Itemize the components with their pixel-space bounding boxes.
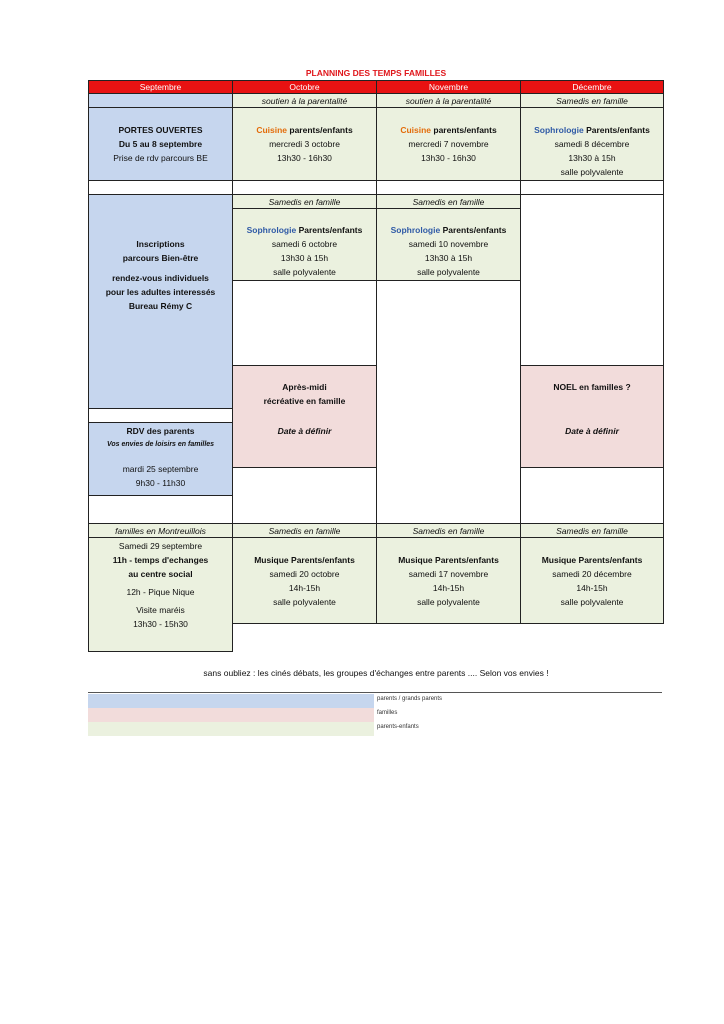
nov-sophro-place: salle polyvalente bbox=[417, 267, 480, 277]
sept-inscriptions bbox=[88, 194, 233, 409]
oct-samedis-label: Samedis en famille bbox=[232, 194, 377, 209]
nov-sophro-time: 13h30 à 15h bbox=[424, 253, 473, 263]
sept-row2 bbox=[88, 93, 233, 108]
cuisine-rest: parents/enfants bbox=[287, 125, 353, 135]
dec-sophro-date: samedi 8 décembre bbox=[554, 139, 630, 149]
dec-musique-time: 14h-15h bbox=[576, 583, 608, 593]
oct-sophro-date: samedi 6 octobre bbox=[271, 239, 338, 249]
nov-soutien-label: soutien à la parentalité bbox=[376, 93, 521, 108]
legend-swatch-green bbox=[88, 722, 374, 736]
inscriptions-title: Inscriptions bbox=[136, 239, 185, 249]
oct-musique bbox=[232, 537, 377, 624]
sept-portes-ouvertes bbox=[88, 107, 233, 181]
dec-musique-place: salle polyvalente bbox=[560, 597, 624, 607]
visite-mareis-time: 13h30 - 15h30 bbox=[133, 619, 188, 629]
page-title: PLANNING DES TEMPS FAMILLES bbox=[305, 68, 447, 78]
empty-cell bbox=[88, 180, 233, 195]
oct-musique-date: samedi 20 octobre bbox=[269, 569, 340, 579]
dec-date-a-definir: Date à définir bbox=[565, 426, 619, 436]
header-septembre: Septembre bbox=[88, 80, 233, 94]
nov-musique-place: salle polyvalente bbox=[417, 597, 480, 607]
sophro-rest: Parents/enfants bbox=[296, 225, 363, 235]
rdv-adultes: pour les adultes interessés bbox=[105, 287, 216, 297]
centre-social: au centre social bbox=[128, 569, 193, 579]
legend-swatch-blue bbox=[88, 694, 374, 708]
legend-parents-enfants bbox=[88, 722, 662, 736]
header-novembre: Novembre bbox=[376, 80, 521, 94]
visite-mareis: Visite maréis bbox=[136, 605, 185, 615]
sophro-rest: Parents/enfants bbox=[440, 225, 507, 235]
sophro-word: Sophrologie bbox=[390, 225, 441, 235]
nov-musique-time: 14h-15h bbox=[432, 583, 465, 593]
dec-sophro-place: salle polyvalente bbox=[560, 167, 624, 177]
sophro-word: Sophrologie bbox=[534, 125, 584, 135]
dec-musique-date: samedi 20 décembre bbox=[552, 569, 632, 579]
sept-familles-label: familles en Montreuillois bbox=[88, 523, 233, 538]
nov-sophro-date: samedi 10 novembre bbox=[408, 239, 489, 249]
legend-label: parents-enfants bbox=[377, 724, 419, 730]
oct-sophrologie bbox=[232, 208, 377, 281]
legend-label: parents / grands parents bbox=[377, 696, 443, 702]
footer-note: sans oubliez : les cinés débats, les groupes d'échanges entre parents .... Selon vos envies ! bbox=[203, 668, 549, 678]
empty-cell bbox=[376, 280, 521, 524]
empty-cell bbox=[520, 467, 664, 524]
empty-cell bbox=[376, 180, 521, 195]
rdv-individuels: rendez-vous individuels bbox=[112, 273, 209, 283]
oct-musique-time: 14h-15h bbox=[288, 583, 321, 593]
nov-cuisine-time: 13h30 - 16h30 bbox=[421, 153, 476, 163]
nov-cuisine bbox=[376, 107, 521, 181]
legend-divider bbox=[88, 692, 662, 693]
nov-samedis-label: Samedis en famille bbox=[376, 194, 521, 209]
legend-label: familles bbox=[377, 710, 398, 716]
noel-title: NOEL en familles ? bbox=[553, 382, 631, 392]
oct-date-a-definir: Date à définir bbox=[277, 426, 332, 436]
oct-cuisine-date: mercredi 3 octobre bbox=[269, 139, 340, 149]
sept-samedi-29 bbox=[88, 537, 233, 652]
samedi-29-date: Samedi 29 septembre bbox=[118, 541, 203, 551]
dec-samedis-label-2: Samedis en famille bbox=[520, 523, 664, 538]
empty-cell bbox=[520, 180, 664, 195]
temps-echanges: 11h - temps d'echanges bbox=[112, 555, 209, 565]
nov-musique-date: samedi 17 novembre bbox=[408, 569, 489, 579]
nov-sophrologie bbox=[376, 208, 521, 281]
oct-apres-midi bbox=[232, 365, 377, 468]
nov-samedis-label-2: Samedis en famille bbox=[376, 523, 521, 538]
portes-ouvertes-sub: Prise de rdv parcours BE bbox=[113, 153, 208, 163]
apres-midi-title: Après-midi bbox=[282, 382, 327, 392]
nov-cuisine-date: mercredi 7 novembre bbox=[408, 139, 489, 149]
cuisine-word: Cuisine bbox=[256, 125, 288, 135]
portes-ouvertes-dates: Du 5 au 8 septembre bbox=[118, 139, 203, 149]
cuisine-word: Cuisine bbox=[400, 125, 432, 135]
oct-cuisine-time: 13h30 - 16h30 bbox=[277, 153, 332, 163]
dec-samedis-label: Samedis en famille bbox=[520, 93, 664, 108]
oct-sophro-time: 13h30 à 15h bbox=[280, 253, 329, 263]
header-decembre: Décembre bbox=[520, 80, 664, 94]
musique-title: Musique Parents/enfants bbox=[541, 555, 643, 565]
rdv-parents-sub: Vos envies de loisirs en familles bbox=[106, 441, 215, 448]
empty-cell bbox=[232, 180, 377, 195]
oct-cuisine bbox=[232, 107, 377, 181]
inscriptions-sub: parcours Bien-être bbox=[122, 253, 199, 263]
rdv-parents-date: mardi 25 septembre bbox=[122, 464, 199, 474]
dec-musique bbox=[520, 537, 664, 624]
musique-title: Musique Parents/enfants bbox=[254, 555, 355, 565]
apres-midi-sub: récréative en famille bbox=[263, 396, 346, 406]
rdv-parents-time: 9h30 - 11h30 bbox=[135, 478, 186, 488]
empty-cell bbox=[88, 495, 233, 524]
oct-sophro-place: salle polyvalente bbox=[273, 267, 336, 277]
rdv-parents-title: RDV des parents bbox=[126, 426, 195, 436]
oct-musique-place: salle polyvalente bbox=[273, 597, 336, 607]
empty-cell bbox=[232, 467, 377, 524]
nov-musique bbox=[376, 537, 521, 624]
sept-rdv-parents bbox=[88, 422, 233, 496]
planning-table bbox=[88, 80, 664, 652]
rdv-bureau: Bureau Rémy C bbox=[128, 301, 193, 311]
musique-title: Musique Parents/enfants bbox=[398, 555, 499, 565]
oct-samedis-label-2: Samedis en famille bbox=[232, 523, 377, 538]
dec-sophrologie bbox=[520, 107, 664, 181]
legend-swatch-pink bbox=[88, 708, 374, 722]
header-octobre: Octobre bbox=[232, 80, 377, 94]
empty-cell bbox=[88, 408, 233, 423]
sophro-rest: Parents/enfants bbox=[583, 125, 650, 135]
dec-noel bbox=[520, 365, 664, 468]
portes-ouvertes-title: PORTES OUVERTES bbox=[118, 125, 203, 135]
legend-parents-grands-parents bbox=[88, 694, 662, 708]
oct-soutien-label: soutien à la parentalité bbox=[232, 93, 377, 108]
pique-nique: 12h - Pique Nique bbox=[126, 587, 195, 597]
cuisine-rest: parents/enfants bbox=[431, 125, 497, 135]
sophro-word: Sophrologie bbox=[246, 225, 297, 235]
legend-familles bbox=[88, 708, 662, 722]
dec-sophro-time: 13h30 à 15h bbox=[568, 153, 616, 163]
empty-cell bbox=[520, 194, 664, 366]
empty-cell bbox=[232, 280, 377, 366]
